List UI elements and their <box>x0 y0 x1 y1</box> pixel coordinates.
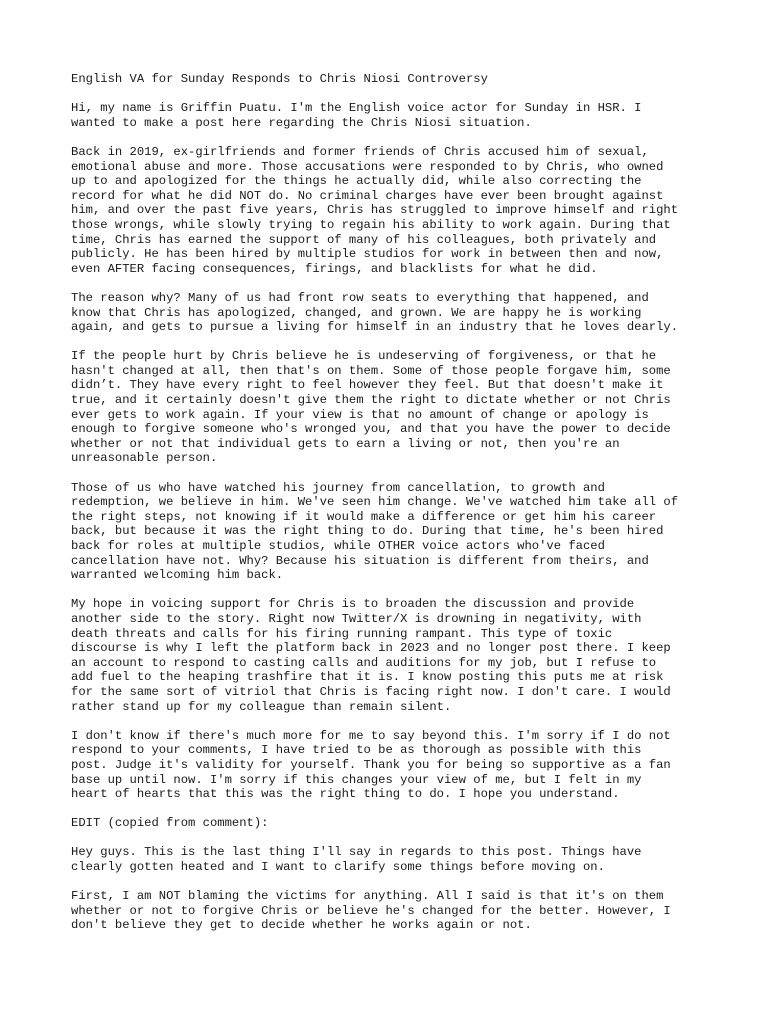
paragraph <box>71 729 711 802</box>
text-line: whether or not to forgive Chris or believe he's changed for the better. However, I <box>71 903 671 918</box>
text-line: death threats and calls for his firing running rampant. This type of toxic <box>71 626 613 641</box>
text-line: respond to your comments, I have tried to be as thorough as possible with this <box>71 743 642 758</box>
text-line: redemption, we believe in him. We've seen him change. We've watched him take all of <box>71 495 679 510</box>
text-line: record for what he did NOT do. No criminal charges have ever been brought against <box>71 188 664 203</box>
text-line: even AFTER facing consequences, firings, and blacklists for what he did. <box>71 261 598 276</box>
paragraph <box>71 101 711 130</box>
paragraph <box>71 145 711 276</box>
text-line: publicly. He has been hired by multiple studios for work in between then and now, <box>71 247 664 262</box>
text-line: the right steps, not knowing if it would make a difference or get him his career <box>71 509 657 524</box>
document-title: English VA for Sunday Responds to Chris Niosi Controversy <box>71 72 488 86</box>
text-line: for the same sort of vitriol that Chris is facing right now. I don't care. I would <box>71 684 671 699</box>
paragraph <box>71 349 711 466</box>
text-line: time, Chris has earned the support of many of his colleagues, both privately and <box>71 232 657 247</box>
document-page <box>71 72 711 948</box>
text-line: Hey guys. This is the last thing I'll say in regards to this post. Things have <box>71 845 642 860</box>
text-line: Back in 2019, ex-girlfriends and former friends of Chris accused him of sexual, <box>71 144 649 159</box>
text-line: If the people hurt by Chris believe he is undeserving of forgiveness, or that he <box>71 349 657 364</box>
text-line: add fuel to the heaping trashfire that it is. I know posting this puts me at risk <box>71 670 664 685</box>
text-line: back for roles at multiple studios, while OTHER voice actors who've faced <box>71 539 605 553</box>
text-line: base up until now. I'm sorry if this changes your view of me, but I felt in my <box>71 772 642 787</box>
text-line: unreasonable person. <box>71 451 218 466</box>
text-line: ever gets to work again. If your view is that no amount of change or apology is <box>71 407 649 422</box>
text-line: warranted welcoming him back. <box>71 568 284 583</box>
text-line: The reason why? Many of us had front row seats to everything that happened, and <box>71 290 649 305</box>
text-line: didn’t. They have every right to feel however they feel. But that doesn't make it <box>71 378 664 393</box>
text-line: emotional abuse and more. Those accusations were responded to by Chris, who owned <box>71 159 664 174</box>
text-line: clearly gotten heated and I want to clarify some things before moving on. <box>71 860 605 875</box>
text-line: enough to forgive someone who's wronged you, and that you have the power to decide <box>71 422 671 437</box>
text-line: another side to the story. Right now Twitter/X is drowning in negativity, with <box>71 611 642 626</box>
text-line: those wrongs, while slowly trying to regain his ability to work again. During that <box>71 217 671 232</box>
text-line: him, and over the past five years, Chris has struggled to improve himself and right <box>71 203 679 218</box>
paragraph <box>71 845 711 874</box>
paragraph <box>71 291 711 335</box>
text-line: wanted to make a post here regarding the Chris Niosi situation. <box>71 115 532 130</box>
text-line: know that Chris has apologized, changed, and grown. We are happy he is working <box>71 305 642 320</box>
text-line: an account to respond to casting calls and auditions for my job, but I refuse to <box>71 655 657 670</box>
text-line: hasn't changed at all, then that's on them. Some of those people forgave him, some <box>71 363 671 378</box>
text-line: true, and it certainly doesn't give them the right to dictate whether or not Chris <box>71 393 671 408</box>
text-line: up to and apologized for the things he actually did, while also correcting the <box>71 174 642 189</box>
paragraph <box>71 816 711 831</box>
text-line: cancellation have not. Why? Because his situation is different from theirs, and <box>71 553 649 568</box>
document-body <box>71 101 711 933</box>
text-line: First, I am NOT blaming the victims for anything. All I said is that it's on them <box>71 889 664 904</box>
paragraph <box>71 889 711 933</box>
text-line: discourse is why I left the platform back in 2023 and no longer post there. I keep <box>71 641 671 656</box>
text-line: rather stand up for my colleague than remain silent. <box>71 699 452 714</box>
text-line: heart of hearts that this was the right thing to do. I hope you understand. <box>71 787 620 802</box>
text-line: Those of us who have watched his journey from cancellation, to growth and <box>71 480 605 495</box>
text-line: post. Judge it's validity for yourself. Thank you for being so supportive as a fan <box>71 757 671 772</box>
text-line: EDIT (copied from comment): <box>71 816 269 831</box>
text-line: I don't know if there's much more for me to say beyond this. I'm sorry if I do not <box>71 728 671 743</box>
text-line: don't believe they get to decide whether he works again or not. <box>71 918 532 933</box>
paragraph <box>71 481 711 583</box>
text-line: whether or not that individual gets to earn a living or not, then you're an <box>71 436 620 451</box>
text-line: My hope in voicing support for Chris is to broaden the discussion and provide <box>71 597 635 612</box>
paragraph <box>71 597 711 714</box>
text-line: again, and gets to pursue a living for himself in an industry that he loves dearly. <box>71 320 679 335</box>
text-line: back, but because it was the right thing to do. During that time, he's been hired <box>71 524 664 539</box>
text-line: Hi, my name is Griffin Puatu. I'm the English voice actor for Sunday in HSR. I <box>71 101 642 116</box>
